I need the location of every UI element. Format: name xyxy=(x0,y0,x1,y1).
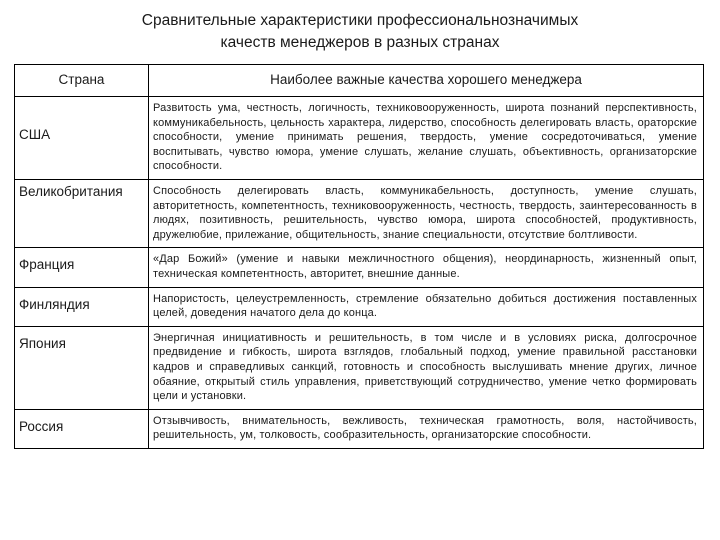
country-cell: Финляндия xyxy=(15,287,149,326)
table-row xyxy=(15,248,704,287)
country-cell: Франция xyxy=(15,248,149,287)
table-row xyxy=(15,179,704,247)
country-cell: Япония xyxy=(15,326,149,409)
header-qualities: Наиболее важные качества хорошего менеджера xyxy=(149,65,704,97)
table-header-row xyxy=(15,65,704,97)
qualities-cell: «Дар Божий» (умение и навыки межличностного общения), неординарность, жизненный опыт, техническая компетентность, авторитет, внешние данные. xyxy=(149,248,704,287)
header-country: Страна xyxy=(15,65,149,97)
table-row xyxy=(15,326,704,409)
table-row xyxy=(15,97,704,180)
comparison-table xyxy=(14,64,704,449)
country-cell: США xyxy=(15,97,149,180)
qualities-cell: Энергичная инициативность и решительность, в том числе и в условиях риска, долгосрочное предвидение и гибкость, широта взглядов, глобальный подход, умение правильной расстановки кадров и справедливых санкций, готовность и способность выслушивать мнение других, личное обаяние, открытый стиль управления, приветствующий сотрудничество, умение четко формировать цели и установки. xyxy=(149,326,704,409)
title-line-2: качеств менеджеров в разных странах xyxy=(220,34,500,51)
page-title xyxy=(0,10,720,54)
qualities-cell: Способность делегировать власть, коммуникабельность, доступность, умение слушать, авторитетность, компетентность, техниковооруженность, честность, твердость, заинтересованность в людях, позитивность, решительность, чувство юмора, широта способностей, продуктивность, дружелюбие, прилежание, общительность, знание специальности, отсутствие болтливости. xyxy=(149,179,704,247)
qualities-cell: Напористость, целеустремленность, стремление обязательно добиться достижения поставленных целей, доведения начатого дела до конца. xyxy=(149,287,704,326)
country-cell: Великобритания xyxy=(15,179,149,247)
qualities-cell: Развитость ума, честность, логичность, техниковооруженность, широта познаний перспективность, коммуникабельность, цельность характера, лидерство, способность делегировать власть, ораторские способности, умение принимать решения, твердость, умение сосредоточиваться, умение воспитывать, чувство юмора, умение слушать, желание слушать, объективность, организаторские способности. xyxy=(149,97,704,180)
qualities-cell: Отзывчивость, внимательность, вежливость, техническая грамотность, воля, настойчивость, решительность, ум, толковость, сообразительность, организаторские способности. xyxy=(149,409,704,448)
title-line-1: Сравнительные характеристики профессиональнозначимых xyxy=(141,12,579,29)
table-row xyxy=(15,287,704,326)
country-cell: Россия xyxy=(15,409,149,448)
table-row xyxy=(15,409,704,448)
